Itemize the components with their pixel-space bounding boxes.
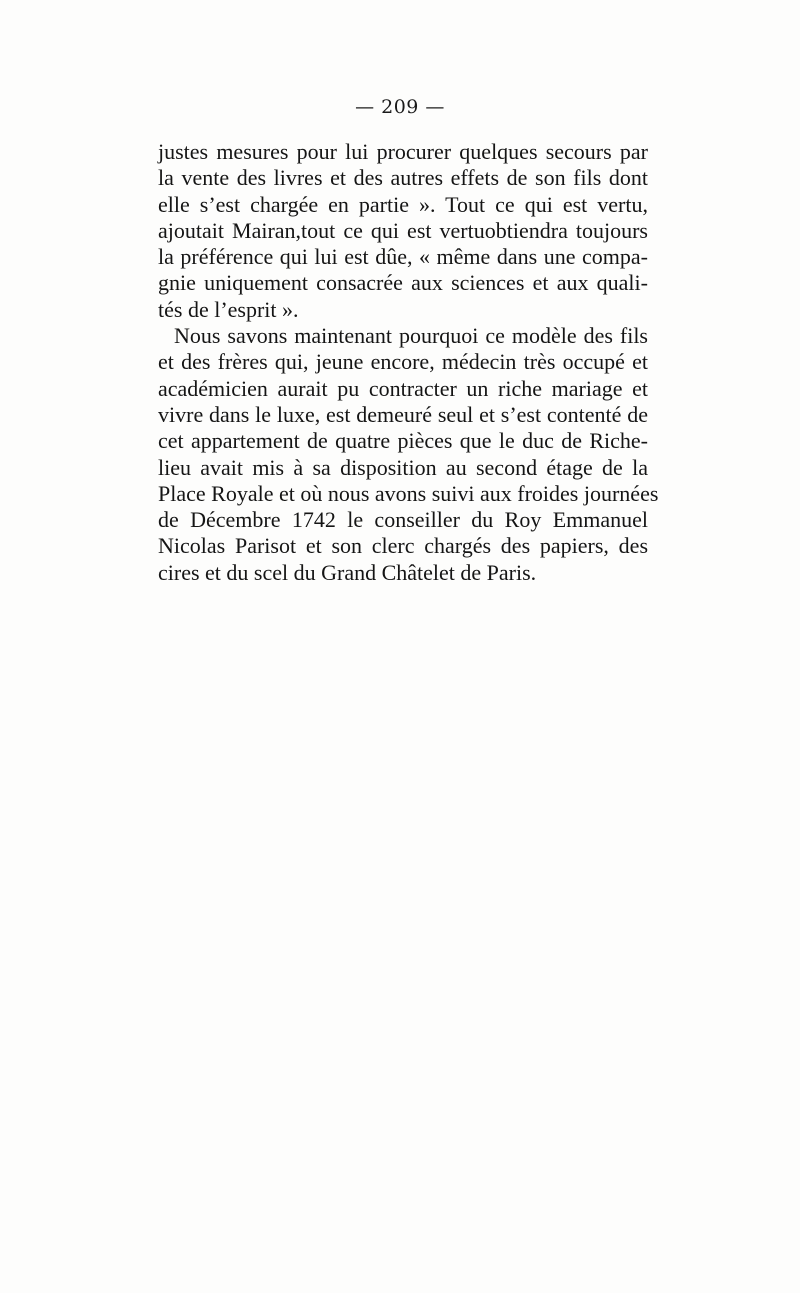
text-line: la préférence qui lui est dûe, « même dans une compa- (158, 244, 648, 270)
text-line: tés de l’esprit ». (158, 296, 299, 322)
page-number: — 209 — (355, 96, 445, 118)
text-line: gnie uniquement consacrée aux sciences et aux quali- (158, 270, 648, 296)
body-text (158, 139, 659, 586)
text-line: de Décembre 1742 le conseiller du Roy Emmanuel (158, 507, 648, 533)
text-line: Place Royale et où nous avons suivi aux froides journées (158, 480, 659, 506)
text-line: justes mesures pour lui procurer quelques secours par (158, 139, 648, 164)
paragraph-2 (158, 323, 659, 586)
text-line: vivre dans le luxe, est demeuré seul et s’est contenté de (158, 401, 648, 427)
text-line: et des frères qui, jeune encore, médecin très occupé et (158, 349, 648, 375)
text-line: lieu avait mis à sa disposition au second étage de la (158, 454, 648, 480)
text-line: elle s’est chargée en partie ». Tout ce qui est vertu, (158, 191, 648, 217)
text-line: ajoutait Mairan,tout ce qui est vertuobtiendra toujours (158, 217, 648, 243)
text-line: cires et du scel du Grand Châtelet de Paris. (158, 559, 537, 585)
paragraph-1 (158, 139, 648, 323)
text-line: Nous savons maintenant pourquoi ce modèle des fils (174, 323, 648, 349)
text-line: Nicolas Parisot et son clerc chargés des papiers, des (158, 533, 648, 559)
text-line: académicien aurait pu contracter un riche mariage et (158, 375, 648, 401)
text-line: la vente des livres et des autres effets de son fils dont (158, 165, 648, 191)
text-line: cet appartement de quatre pièces que le duc de Riche- (158, 428, 648, 454)
